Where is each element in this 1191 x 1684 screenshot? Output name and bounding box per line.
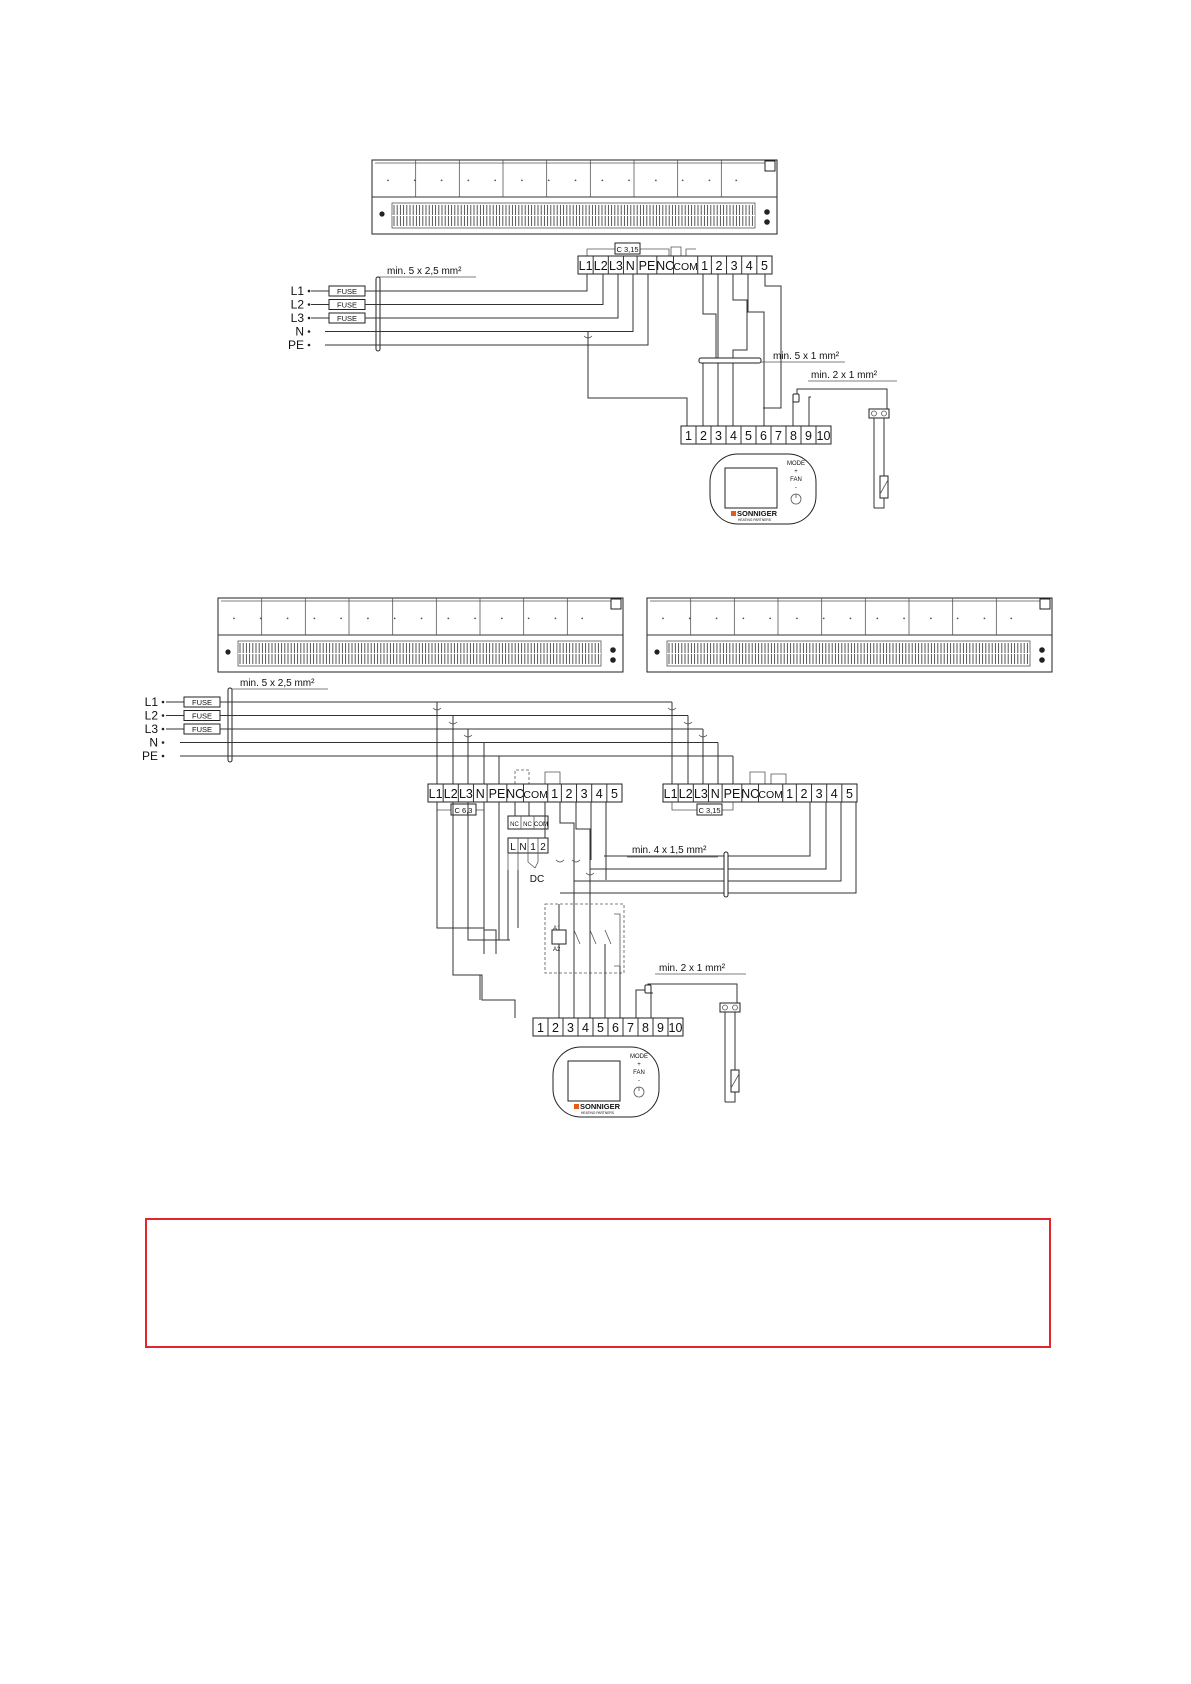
- controller-mode-label: MODE: [630, 1054, 648, 1060]
- terminal-label: PE: [638, 259, 656, 273]
- terminal-label: L3: [458, 787, 473, 801]
- controller-terminal-strip: [533, 1018, 683, 1036]
- breaker-label: C 3,15: [616, 245, 639, 254]
- supply-terminal-labels: [288, 284, 310, 352]
- fuse-label: FUSE: [191, 711, 213, 721]
- terminal-label: 3: [730, 259, 738, 273]
- controller-terminal-label: 10: [816, 429, 831, 443]
- supply-cable-label: min. 5 x 2,5 mm²: [387, 266, 462, 277]
- air-curtain-unit-left: [218, 598, 623, 672]
- terminal-label: 4: [830, 787, 838, 801]
- brand-tagline: HEATING PARTNERS: [581, 1111, 614, 1115]
- dc-term-nc1: NC: [510, 822, 519, 828]
- controller-plus: +: [794, 469, 798, 475]
- supply-line-label: L3: [290, 311, 304, 325]
- fuse-label: FUSE: [336, 300, 358, 310]
- dc-term-com: COM: [534, 822, 548, 828]
- terminal-label: N: [475, 787, 485, 801]
- dc-term-1: 1: [530, 842, 536, 853]
- terminal-label: NC: [656, 259, 675, 273]
- air-curtain-unit: [372, 160, 777, 234]
- terminal-label: L3: [693, 787, 708, 801]
- controller-terminal-label: 9: [805, 429, 812, 443]
- terminal-label: NC: [741, 787, 760, 801]
- terminal-label: L1: [578, 259, 593, 273]
- fuse-label: FUSE: [336, 287, 358, 296]
- controller-terminal-label: 8: [642, 1021, 649, 1035]
- supply-line-label: N: [295, 324, 304, 339]
- sonniger-logo-icon: [574, 1104, 579, 1109]
- contactor-a1: A1: [553, 926, 561, 932]
- fuse-group: [166, 697, 220, 734]
- supply-line-label: L1: [144, 695, 158, 709]
- unit-terminal-strip: [578, 256, 772, 274]
- terminal-label: L2: [593, 259, 608, 273]
- controller-terminal-label: 5: [597, 1021, 604, 1035]
- wall-controller: [710, 454, 816, 524]
- sensor-cable-label: min. 2 x 1 mm²: [659, 963, 726, 974]
- contactor-a2: A2: [553, 947, 561, 953]
- fuse-label: FUSE: [336, 314, 358, 323]
- terminal-label: 2: [715, 259, 723, 273]
- controller-terminal-label: 7: [775, 429, 782, 443]
- dc-label: DC: [529, 874, 545, 885]
- supply-line-label: L2: [290, 297, 304, 312]
- terminal-label: 5: [760, 259, 768, 273]
- dc-term-nc2: NC: [523, 822, 532, 828]
- unit-terminal-strip-left: [428, 784, 622, 802]
- brand-label: SONNIGER: [580, 1102, 621, 1111]
- controller-display: [725, 468, 777, 508]
- brand-tagline: HEATING PARTNERS: [738, 518, 771, 522]
- breaker-label-left: C 6,3: [454, 806, 473, 815]
- terminal-label: PE: [488, 787, 506, 801]
- terminal-label: 4: [595, 787, 603, 801]
- supply-line-label: L2: [144, 708, 158, 723]
- terminal-label: 2: [565, 787, 573, 801]
- controller-mode-label: MODE: [787, 461, 805, 467]
- terminal-label: COM: [758, 789, 783, 801]
- controller-terminal-strip: [681, 426, 831, 444]
- controller-fan-label: FAN: [633, 1070, 645, 1076]
- terminal-label: L1: [428, 787, 443, 801]
- room-sensor: [869, 409, 889, 508]
- terminal-label: L1: [663, 787, 678, 801]
- dc-term-l: L: [510, 842, 516, 853]
- contactor: [545, 904, 624, 1018]
- controller-terminal-label: 3: [715, 429, 722, 443]
- door-contact-block: [508, 816, 548, 885]
- controller-terminal-label: 6: [612, 1021, 619, 1035]
- controller-terminal-label: 4: [582, 1021, 589, 1035]
- dc-term-n: N: [519, 842, 527, 853]
- fuse-group: [311, 286, 365, 323]
- terminal-label: N: [710, 787, 720, 801]
- terminal-label: 1: [786, 787, 794, 801]
- supply-terminal-labels: [142, 695, 164, 763]
- terminal-label: 1: [701, 259, 709, 273]
- sonniger-logo-icon: [731, 511, 736, 516]
- link-cable-label: min. 4 x 1,5 mm²: [632, 845, 707, 856]
- terminal-label: PE: [723, 787, 741, 801]
- terminal-label: 2: [800, 787, 808, 801]
- fuse-label: FUSE: [191, 698, 213, 707]
- controller-plus: +: [637, 1062, 641, 1068]
- double-unit-diagram: [142, 598, 1052, 1117]
- terminal-label: 3: [815, 787, 823, 801]
- controller-minus: -: [795, 485, 797, 491]
- controller-terminal-label: 3: [567, 1021, 574, 1035]
- terminal-label: COM: [523, 789, 548, 801]
- controller-minus: -: [638, 1078, 640, 1084]
- terminal-label: 3: [580, 787, 588, 801]
- terminal-label: 5: [610, 787, 618, 801]
- controller-terminal-label: 7: [627, 1021, 634, 1035]
- supply-line-label: L1: [290, 284, 304, 298]
- supply-line-label: N: [149, 735, 158, 750]
- terminal-label: N: [625, 259, 635, 273]
- sensor-cable-label: min. 2 x 1 mm²: [811, 370, 878, 381]
- fuse-label: FUSE: [191, 725, 213, 734]
- controller-terminal-label: 9: [657, 1021, 664, 1035]
- controller-fan-label: FAN: [790, 477, 802, 483]
- unit-terminal-strip-right: [663, 784, 857, 802]
- controller-terminal-label: 1: [685, 429, 692, 443]
- controller-terminal-label: 4: [730, 429, 737, 443]
- controller-terminal-label: 1: [537, 1021, 544, 1035]
- dc-term-2: 2: [540, 842, 546, 853]
- breaker-label-right: C 3,15: [698, 806, 721, 815]
- controller-terminal-label: 2: [700, 429, 707, 443]
- controller-terminal-label: 2: [552, 1021, 559, 1035]
- supply-cable-label: min. 5 x 2,5 mm²: [240, 678, 315, 689]
- wall-controller: [553, 1047, 659, 1117]
- terminal-label: NC: [506, 787, 525, 801]
- control-cable-label: min. 5 x 1 mm²: [773, 351, 840, 362]
- supply-line-label: PE: [287, 338, 304, 352]
- terminal-label: L3: [608, 259, 623, 273]
- controller-terminal-label: 6: [760, 429, 767, 443]
- controller-terminal-label: 5: [745, 429, 752, 443]
- terminal-label: L2: [678, 787, 693, 801]
- supply-line-label: L3: [144, 722, 158, 736]
- controller-display: [568, 1061, 620, 1101]
- brand-label: SONNIGER: [737, 509, 778, 518]
- terminal-label: 4: [745, 259, 753, 273]
- terminal-label: COM: [673, 261, 698, 273]
- room-sensor: [720, 1003, 740, 1102]
- notice-box: [145, 1218, 1051, 1348]
- terminal-label: 5: [845, 787, 853, 801]
- controller-terminal-label: 10: [668, 1021, 683, 1035]
- terminal-label: L2: [443, 787, 458, 801]
- terminal-label: 1: [551, 787, 559, 801]
- air-curtain-unit-right: [647, 598, 1052, 672]
- single-unit-diagram: [288, 160, 897, 524]
- supply-line-label: PE: [141, 749, 158, 763]
- controller-terminal-label: 8: [790, 429, 797, 443]
